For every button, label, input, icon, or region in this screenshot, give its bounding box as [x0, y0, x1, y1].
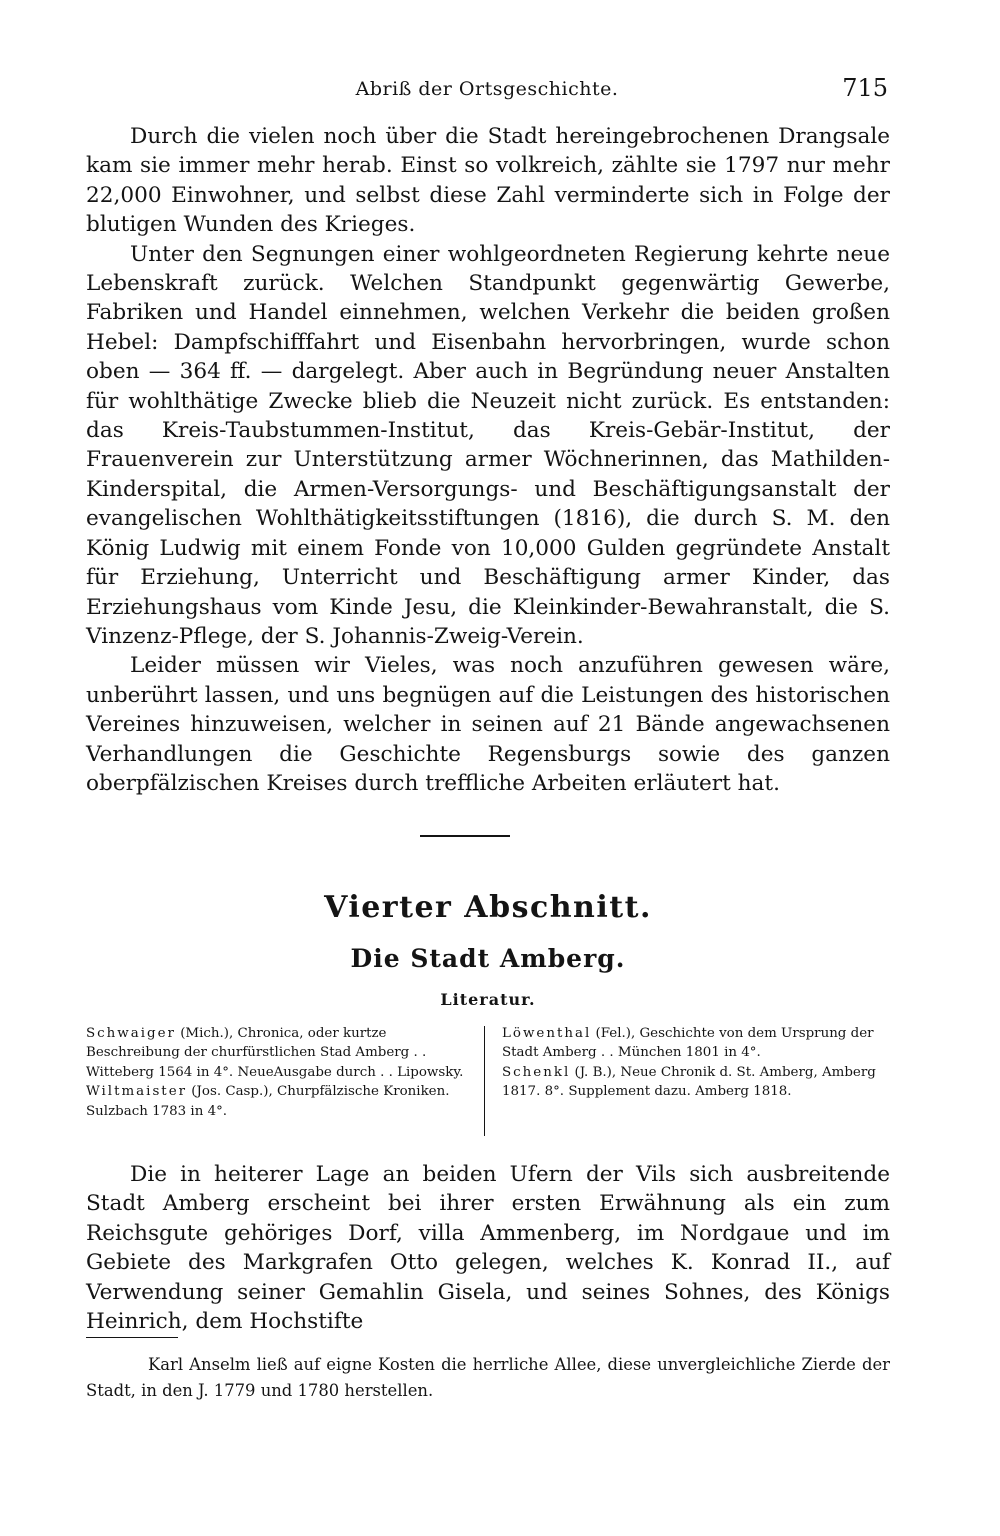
column-divider	[484, 1026, 485, 1136]
paragraph: Leider müssen wir Vieles, was noch anzuführen gewesen wäre, unberührt lassen, und uns begnügen auf die Leistungen des historischen Vereines hinzuweisen, welcher in seinen auf 21 Bände angewachsenen Verhandlungen die Geschichte Regensburgs sowie des ganzen oberpfälzischen Kreises durch treffliche Arbeiten erläutert hat.	[86, 653, 890, 796]
literature-column-left	[86, 1024, 470, 1121]
footnote-text: Karl Anselm ließ auf eigne Kosten die herrliche Allee, diese unvergleichliche Zierde der Stadt, in den J. 1779 und 1780 herstellen.	[86, 1355, 890, 1400]
section-subtitle: Die Stadt Amberg.	[350, 944, 626, 973]
literature-list	[86, 1024, 890, 1140]
entry-author: Wiltmaister	[86, 1084, 188, 1100]
literature-heading: Literatur.	[440, 990, 536, 1009]
literature-entry	[86, 1082, 470, 1121]
literature-entry	[502, 1063, 890, 1102]
entry-text: (Mich.), Chronica, oder kurtze Beschreibung der churfürstlichen Stad Amberg . . Witteberg 1564 in 4°. NeueAusgabe durch . . Lipowsky.	[86, 1026, 464, 1080]
entry-text: (J. B.), Neue Chronik d. St. Amberg, Amberg 1817. 8°. Supplement dazu. Amberg 1818.	[502, 1064, 876, 1100]
section-divider	[420, 835, 510, 837]
paragraph: Die in heiterer Lage an beiden Ufern der Vils sich ausbreitende Stadt Amberg erscheint bei ihrer ersten Erwähnung als ein zum Reichsgute gehöriges Dorf, villa Ammenberg, im Nordgaue und im Gebiete des Markgrafen Otto gelegen, welches K. Konrad II., auf Verwendung seiner Gemahlin Gisela, und seines Sohnes, des Königs Heinrich, dem Hochstifte	[86, 1162, 890, 1335]
literature-entry	[502, 1024, 890, 1063]
paragraph: Durch die vielen noch über die Stadt hereingebrochenen Drangsale kam sie immer mehr herab. Einst so volkreich, zählte sie 1797 nur mehr 22,000 Einwohner, und selbst diese Zahl verminderte sich in Folge der blutigen Wunden des Krieges.	[86, 124, 890, 238]
literature-column-right	[502, 1024, 890, 1102]
literature-entry	[86, 1024, 470, 1082]
running-title: Abriß der Ortsgeschichte.	[355, 78, 619, 100]
entry-author: Schenkl	[502, 1064, 571, 1080]
main-text	[86, 122, 890, 798]
page-header	[86, 74, 888, 114]
section-title: Vierter Abschnitt.	[324, 890, 652, 925]
entry-author: Schwaiger	[86, 1026, 176, 1041]
footnote-rule	[86, 1337, 178, 1338]
paragraph: Unter den Segnungen einer wohlgeordneten Regierung kehrte neue Lebenskraft zurück. Welchen Standpunkt gegenwärtig Gewerbe, Fabriken und Handel einnehmen, welchen Verkehr die beiden großen Hebel: Dampfschifffahrt und Eisenbahn hervorbringen, wurde schon oben — 364 ff. — dargelegt. Aber auch in Begründung neuer Anstalten für wohlthätige Zwecke blieb die Neuzeit nicht zurück. Es entstanden: das Kreis-Taubstummen-Institut, das Kreis-Gebär-Institut, der Frauenverein zur Unterstützung armer Wöchnerinnen, das Mathilden-Kinderspital, die Armen-Versorgungs- und Beschäftigungsanstalt der evangelischen Wohlthätigkeitsstiftungen (1816), die durch S. M. den König Ludwig mit einem Fonde von 10,000 Gulden gegründete Anstalt für Erziehung, Unterricht und Beschäftigung armer Kinder, das Erziehungshaus vom Kinde Jesu, die Kleinkinder-Bewahranstalt, die S. Vinzenz-Pflege, der S. Johannis-Zweig-Verein.	[86, 241, 890, 649]
footnote	[86, 1352, 890, 1404]
section-text	[86, 1160, 890, 1336]
page-number: 715	[842, 74, 888, 102]
entry-text: (Jos. Casp.), Churpfälzische Kroniken. Sulzbach 1783 in 4°.	[86, 1084, 450, 1119]
entry-text: (Fel.), Geschichte von dem Ursprung der Stadt Amberg . . München 1801 in 4°.	[502, 1026, 874, 1061]
entry-author: Löwenthal	[502, 1026, 592, 1041]
